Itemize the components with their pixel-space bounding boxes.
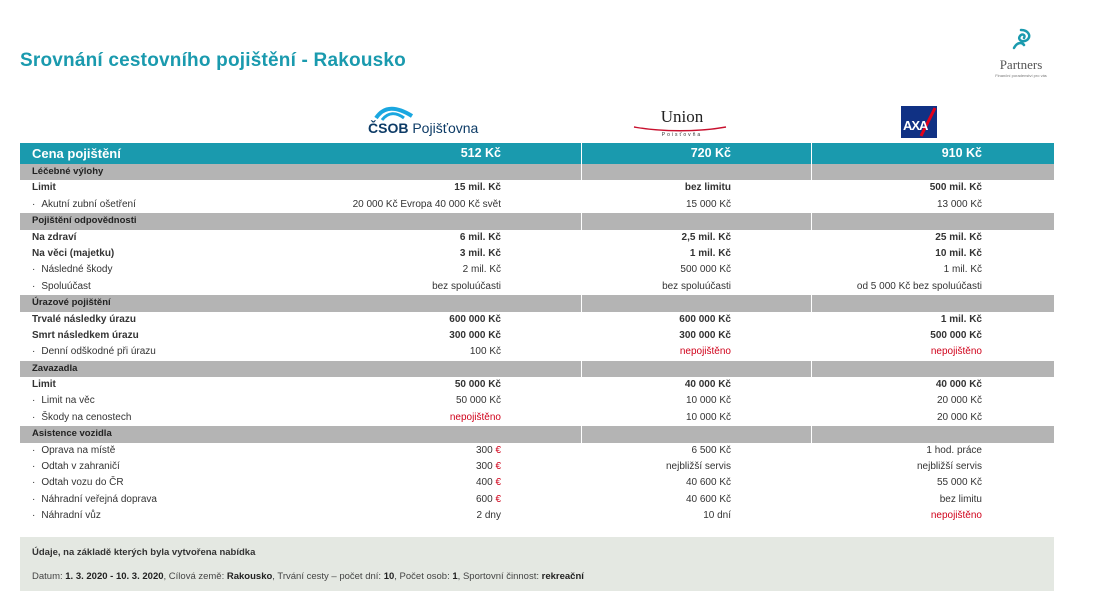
cell-v3: 20 000 Kč [936,395,982,407]
section-header-row [20,426,1054,442]
cell-v1: 300 € [475,444,501,456]
cell-v1: bez spoluúčasti [432,280,501,292]
table-row [20,393,1054,409]
cell-v2: 600 000 Kč [679,313,731,325]
union-name: Union [660,107,704,126]
cell-v3: 500 000 Kč [930,329,982,341]
cell-v2: 500 000 Kč [680,264,731,276]
table-row [20,443,1054,459]
row-label: Limit [32,182,56,194]
column-separator [581,410,582,426]
column-separator [581,312,582,328]
table-row [20,377,1054,393]
column-separator [811,508,812,524]
cell-v1: 20 000 Kč Evropa 40 000 Kč svět [352,198,501,210]
table-row [20,262,1054,278]
column-separator [811,328,812,344]
cell-v3: nepojištěno [930,510,982,522]
axa-logo [901,106,937,138]
row-label: · Akutní zubní ošetření [32,197,136,213]
row-label: Trvalé následky úrazu [32,313,136,325]
row-label: · Škody na cenostech [32,410,131,426]
row-label: · Odtah vozu do ČR [32,475,124,491]
cell-v3: 10 mil. Kč [935,247,982,259]
cell-v2: 1 mil. Kč [689,247,731,259]
column-separator [581,295,582,311]
row-label: Úrazové pojištění [32,297,111,309]
cell-v1: 2 mil. Kč [462,264,501,276]
section-header-row [20,295,1054,311]
cell-v2: 40 600 Kč [685,493,731,505]
column-separator [581,508,582,524]
table-row [20,475,1054,491]
column-separator [581,262,582,278]
csob-name: ČSOB [368,120,409,136]
row-label: Na věci (majetku) [32,247,115,259]
cell-v1: 6 mil. Kč [459,231,501,243]
section-header-row [20,361,1054,377]
column-separator [581,459,582,475]
cell-v3: nejbližší servis [916,461,982,473]
column-separator [581,197,582,213]
cell-v3: 40 000 Kč [935,379,982,391]
row-label: Pojištění odpovědnosti [32,215,137,227]
table-row [20,279,1054,295]
cell-v3: bez limitu [939,493,982,505]
cell-v2: 300 000 Kč [679,329,731,341]
column-separator [811,143,812,164]
column-separator [811,377,812,393]
table-row [20,328,1054,344]
csob-suffix: Pojišťovna [408,120,479,136]
row-label: · Náhradní vůz [32,508,101,524]
cell-v2: 2,5 mil. Kč [681,231,731,243]
column-separator [811,262,812,278]
cell-v1: 50 000 Kč [455,395,501,407]
table-row [20,410,1054,426]
column-separator [811,459,812,475]
row-label: Cena pojištění [32,146,121,161]
cell-v3: 500 mil. Kč [929,182,982,194]
cell-v2: nepojištěno [679,346,731,358]
partners-leaf-icon [1008,28,1034,52]
cell-v3: 20 000 Kč [936,411,982,423]
cell-v2: 6 500 Kč [691,444,731,456]
column-separator [581,279,582,295]
table-row [20,344,1054,360]
offer-heading: Údaje, na základě kterých byla vytvořena nabídka [32,547,256,558]
comparison-table [20,143,1054,525]
column-separator [581,164,582,180]
price-union: 720 Kč [690,146,731,160]
column-separator [581,475,582,491]
row-label: Zavazadla [32,362,78,374]
column-separator [811,410,812,426]
cell-v2: 10 dní [703,510,731,522]
cell-v1: 300 € [475,461,501,473]
column-separator [811,312,812,328]
row-label: · Odtah v zahraničí [32,459,120,475]
column-separator [581,344,582,360]
section-header-row [20,213,1054,229]
column-separator [811,475,812,491]
offer-details [20,537,1054,591]
row-label: · Spoluúčast [32,279,91,295]
row-label: Léčebné výlohy [32,166,104,177]
cell-v2: 15 000 Kč [685,198,731,210]
column-separator [811,197,812,213]
table-row [20,230,1054,246]
cell-v2: bez spoluúčasti [662,280,731,292]
column-separator [811,344,812,360]
column-separator [811,180,812,196]
cell-v2: 10 000 Kč [685,395,731,407]
column-separator [811,295,812,311]
partners-wordmark: Partners [999,57,1043,72]
column-separator [811,230,812,246]
table-row [20,180,1054,196]
table-row [20,246,1054,262]
column-separator [581,361,582,377]
column-separator [581,180,582,196]
cell-v1: 400 € [475,477,501,489]
cell-v3: 55 000 Kč [936,477,982,489]
row-label: · Oprava na místě [32,443,115,459]
cell-v3: 1 mil. Kč [940,313,982,325]
column-separator [811,279,812,295]
cell-v1: 300 000 Kč [449,329,501,341]
table-row [20,492,1054,508]
row-label: · Náhradní veřejná doprava [32,492,157,508]
column-separator [811,213,812,229]
column-separator [811,246,812,262]
table-row [20,312,1054,328]
cell-v3: 25 mil. Kč [935,231,982,243]
cell-v3: 1 mil. Kč [943,264,982,276]
column-separator [811,164,812,180]
axa-name: AXA [903,118,928,133]
column-separator [811,361,812,377]
cell-v1: 2 dny [476,510,501,522]
cell-v1: nepojištěno [449,411,501,423]
cell-v3: od 5 000 Kč bez spoluúčasti [856,280,982,292]
section-header-row [20,164,1054,180]
row-label: Smrt následkem úrazu [32,329,139,341]
row-label: · Denní odškodné při úrazu [32,344,156,360]
price-row [20,143,1054,164]
cell-v1: 600 000 Kč [449,313,501,325]
union-sub: Poisťovňa [661,132,703,138]
table-row [20,197,1054,213]
table-row [20,508,1054,524]
offer-params: Datum: 1. 3. 2020 - 10. 3. 2020, Cílová země: Rakousko, Trvání cesty – počet dní: 10, Počet osob: 1, Sportovní činnost: rekreační [32,571,584,582]
cell-v2: nejbližší servis [665,461,731,473]
column-separator [581,246,582,262]
row-label: · Následné škody [32,262,113,278]
cell-v1: 15 mil. Kč [454,182,501,194]
column-separator [581,230,582,246]
column-separator [811,393,812,409]
column-separator [581,492,582,508]
cell-v1: 100 Kč [469,346,501,358]
row-label: Na zdraví [32,231,77,243]
cell-v1: 600 € [475,493,501,505]
cell-v2: 40 000 Kč [684,379,731,391]
cell-v3: nepojištěno [930,346,982,358]
csob-logo [368,104,498,138]
cell-v2: 40 600 Kč [685,477,731,489]
row-label: Limit [32,379,56,391]
column-separator [811,492,812,508]
column-separator [581,393,582,409]
column-separator [811,443,812,459]
cell-v1: 3 mil. Kč [459,247,501,259]
column-separator [581,426,582,442]
union-logo [632,108,732,142]
price-csob: 512 Kč [460,146,501,160]
cell-v2: 10 000 Kč [685,411,731,423]
column-separator [811,426,812,442]
price-axa: 910 Kč [941,146,982,160]
row-label: · Limit na věc [32,393,95,409]
column-separator [581,143,582,164]
column-separator [581,377,582,393]
column-separator [581,443,582,459]
partners-logo [985,28,1057,78]
table-row [20,459,1054,475]
column-separator [581,328,582,344]
cell-v3: 1 hod. práce [926,444,982,456]
cell-v1: 50 000 Kč [454,379,501,391]
page-title: Srovnání cestovního pojištění - Rakousko [20,50,406,71]
partners-tagline: Finanční poradenství pro vás [995,73,1047,78]
column-separator [581,213,582,229]
cell-v3: 13 000 Kč [936,198,982,210]
row-label: Asistence vozidla [32,428,112,440]
cell-v2: bez limitu [684,182,731,194]
